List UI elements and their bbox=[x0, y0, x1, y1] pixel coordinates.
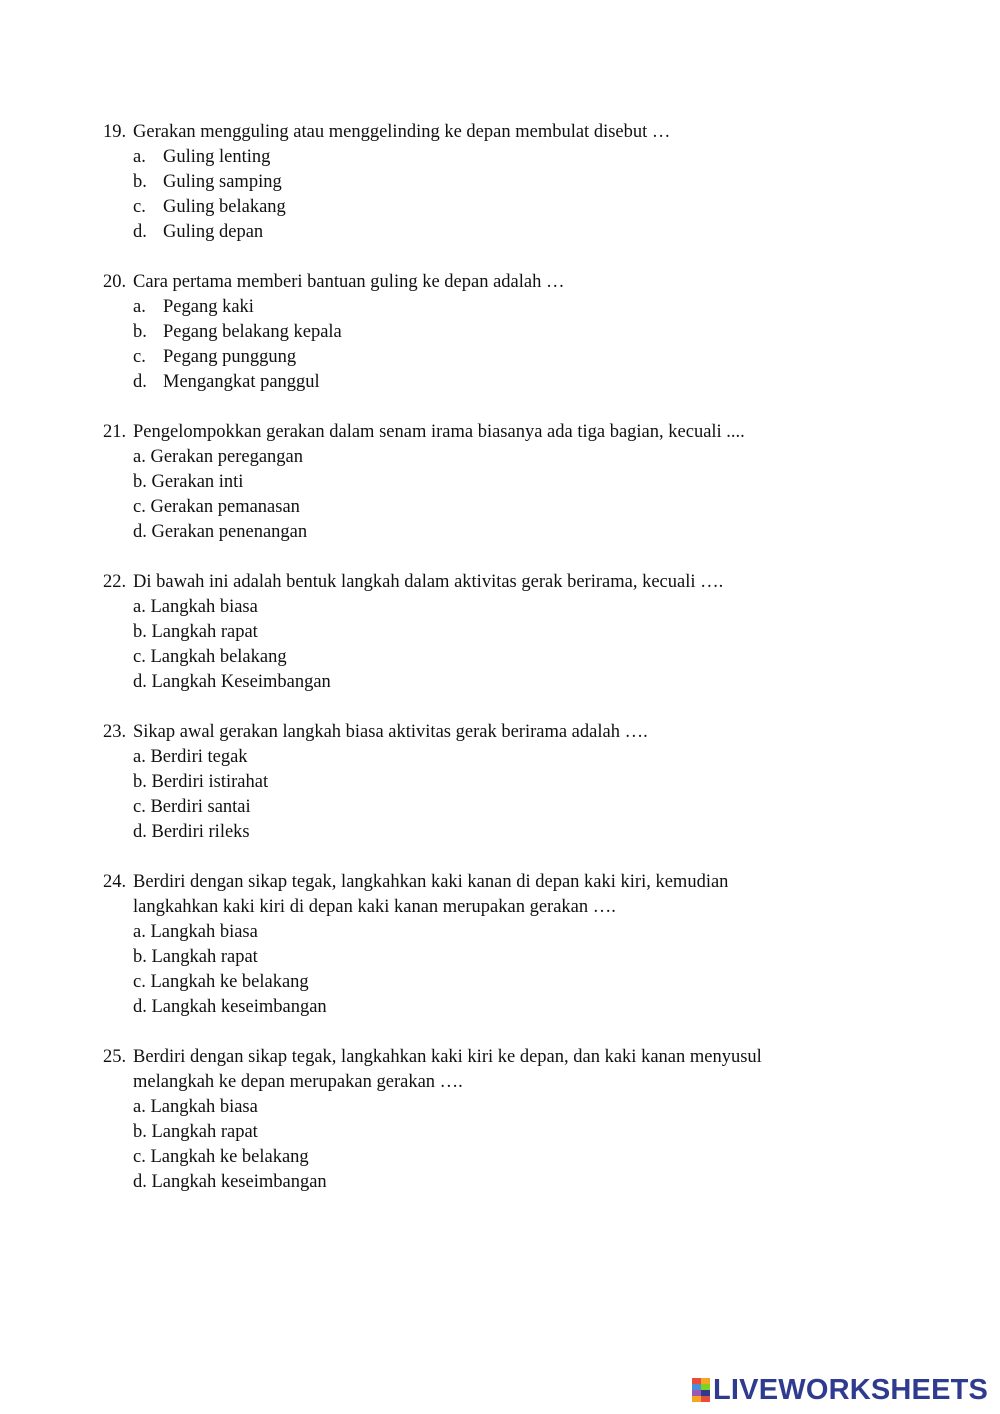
answer-option[interactable] bbox=[0, 195, 1000, 220]
option-letter: a. bbox=[133, 597, 146, 617]
answer-option[interactable] bbox=[0, 1095, 1000, 1120]
liveworksheets-logo bbox=[692, 1374, 992, 1406]
option-text: Guling depan bbox=[163, 222, 264, 242]
answer-option[interactable] bbox=[0, 995, 1000, 1020]
option-letter: b. bbox=[133, 472, 147, 492]
question-number: 25. bbox=[103, 1047, 127, 1067]
question-number: 23. bbox=[103, 722, 127, 742]
answer-option[interactable] bbox=[0, 320, 1000, 345]
option-text: Pegang punggung bbox=[163, 347, 297, 367]
option-letter: a. bbox=[133, 922, 146, 942]
answer-option[interactable] bbox=[0, 145, 1000, 170]
option-text: Langkah keseimbangan bbox=[151, 1172, 327, 1192]
logo-mark-square bbox=[701, 1396, 710, 1402]
answer-option[interactable] bbox=[0, 770, 1000, 795]
option-text: Guling belakang bbox=[163, 197, 286, 217]
answer-option[interactable] bbox=[0, 595, 1000, 620]
option-letter: a. bbox=[133, 297, 146, 317]
answer-option[interactable] bbox=[0, 645, 1000, 670]
option-letter: a. bbox=[133, 747, 146, 767]
answer-option[interactable] bbox=[0, 170, 1000, 195]
option-text: Langkah biasa bbox=[150, 922, 258, 942]
answer-option[interactable] bbox=[0, 970, 1000, 995]
option-letter: b. bbox=[133, 622, 147, 642]
question-text: langkahkan kaki kiri di depan kaki kanan merupakan gerakan …. bbox=[133, 897, 616, 917]
answer-option[interactable] bbox=[0, 745, 1000, 770]
option-letter: c. bbox=[133, 347, 146, 367]
option-letter: a. bbox=[133, 147, 146, 167]
option-text: Langkah ke belakang bbox=[150, 972, 309, 992]
answer-option[interactable] bbox=[0, 945, 1000, 970]
answer-option[interactable] bbox=[0, 620, 1000, 645]
answer-option[interactable] bbox=[0, 1120, 1000, 1145]
option-letter: d. bbox=[133, 1172, 147, 1192]
option-letter: c. bbox=[133, 197, 146, 217]
option-text: Berdiri istirahat bbox=[151, 772, 269, 792]
answer-option[interactable] bbox=[0, 295, 1000, 320]
option-letter: b. bbox=[133, 1122, 147, 1142]
logo-mark-square bbox=[692, 1396, 701, 1402]
option-letter: c. bbox=[133, 972, 146, 992]
option-text: Berdiri santai bbox=[150, 797, 251, 817]
answer-option[interactable] bbox=[0, 520, 1000, 545]
option-letter: d. bbox=[133, 222, 147, 242]
answer-option[interactable] bbox=[0, 670, 1000, 695]
option-letter: a. bbox=[133, 1097, 146, 1117]
option-letter: d. bbox=[133, 822, 147, 842]
question-number: 22. bbox=[103, 572, 127, 592]
option-letter: a. bbox=[133, 447, 146, 467]
option-letter: b. bbox=[133, 322, 147, 342]
question-number: 20. bbox=[103, 272, 127, 292]
option-letter: c. bbox=[133, 497, 146, 517]
option-text: Langkah rapat bbox=[151, 1122, 258, 1142]
option-text: Langkah Keseimbangan bbox=[151, 672, 331, 692]
answer-option[interactable] bbox=[0, 820, 1000, 845]
option-text: Berdiri tegak bbox=[150, 747, 248, 767]
option-text: Langkah belakang bbox=[150, 647, 287, 667]
answer-option[interactable] bbox=[0, 470, 1000, 495]
answer-option[interactable] bbox=[0, 220, 1000, 245]
option-letter: b. bbox=[133, 947, 147, 967]
answer-option[interactable] bbox=[0, 370, 1000, 395]
option-letter: d. bbox=[133, 522, 147, 542]
option-letter: d. bbox=[133, 372, 147, 392]
question-number: 21. bbox=[103, 422, 127, 442]
option-letter: d. bbox=[133, 997, 147, 1017]
question-number: 24. bbox=[103, 872, 127, 892]
option-text: Gerakan inti bbox=[151, 472, 244, 492]
answer-option[interactable] bbox=[0, 345, 1000, 370]
option-letter: d. bbox=[133, 672, 147, 692]
option-text: Gerakan peregangan bbox=[150, 447, 304, 467]
option-text: Langkah biasa bbox=[150, 597, 258, 617]
option-letter: b. bbox=[133, 772, 147, 792]
option-text: Guling samping bbox=[163, 172, 282, 192]
option-text: Langkah biasa bbox=[150, 1097, 258, 1117]
answer-option[interactable] bbox=[0, 920, 1000, 945]
option-text: Langkah rapat bbox=[151, 947, 258, 967]
answer-option[interactable] bbox=[0, 1170, 1000, 1195]
option-text: Langkah keseimbangan bbox=[151, 997, 327, 1017]
liveworksheets-logo-icon bbox=[692, 1378, 710, 1402]
option-text: Pegang kaki bbox=[163, 297, 254, 317]
option-text: Berdiri rileks bbox=[151, 822, 250, 842]
option-text: Mengangkat panggul bbox=[163, 372, 320, 392]
option-letter: c. bbox=[133, 647, 146, 667]
question-text: Berdiri dengan sikap tegak, langkahkan kaki kanan di depan kaki kiri, kemudian bbox=[133, 872, 729, 892]
question-text: melangkah ke depan merupakan gerakan …. bbox=[133, 1072, 463, 1092]
question-text: Sikap awal gerakan langkah biasa aktivitas gerak berirama adalah …. bbox=[133, 722, 648, 742]
option-text: Pegang belakang kepala bbox=[163, 322, 342, 342]
question-text: Pengelompokkan gerakan dalam senam irama biasanya ada tiga bagian, kecuali .... bbox=[133, 422, 745, 442]
option-letter: c. bbox=[133, 797, 146, 817]
answer-option[interactable] bbox=[0, 495, 1000, 520]
option-letter: c. bbox=[133, 1147, 146, 1167]
logo-text: LIVEWORKSHEETS bbox=[713, 1374, 989, 1406]
answer-option[interactable] bbox=[0, 795, 1000, 820]
question-text: Berdiri dengan sikap tegak, langkahkan kaki kiri ke depan, dan kaki kanan menyusul bbox=[133, 1047, 762, 1067]
question-text: Gerakan mengguling atau menggelinding ke depan membulat disebut … bbox=[133, 122, 671, 142]
option-text: Langkah rapat bbox=[151, 622, 258, 642]
question-text: Cara pertama memberi bantuan guling ke depan adalah … bbox=[133, 272, 565, 292]
answer-option[interactable] bbox=[0, 1145, 1000, 1170]
option-letter: b. bbox=[133, 172, 147, 192]
option-text: Gerakan pemanasan bbox=[150, 497, 300, 517]
option-text: Langkah ke belakang bbox=[150, 1147, 309, 1167]
answer-option[interactable] bbox=[0, 445, 1000, 470]
option-text: Guling lenting bbox=[163, 147, 271, 167]
option-text: Gerakan penenangan bbox=[151, 522, 308, 542]
question-text: Di bawah ini adalah bentuk langkah dalam aktivitas gerak berirama, kecuali …. bbox=[133, 572, 724, 592]
question-number: 19. bbox=[103, 122, 127, 142]
